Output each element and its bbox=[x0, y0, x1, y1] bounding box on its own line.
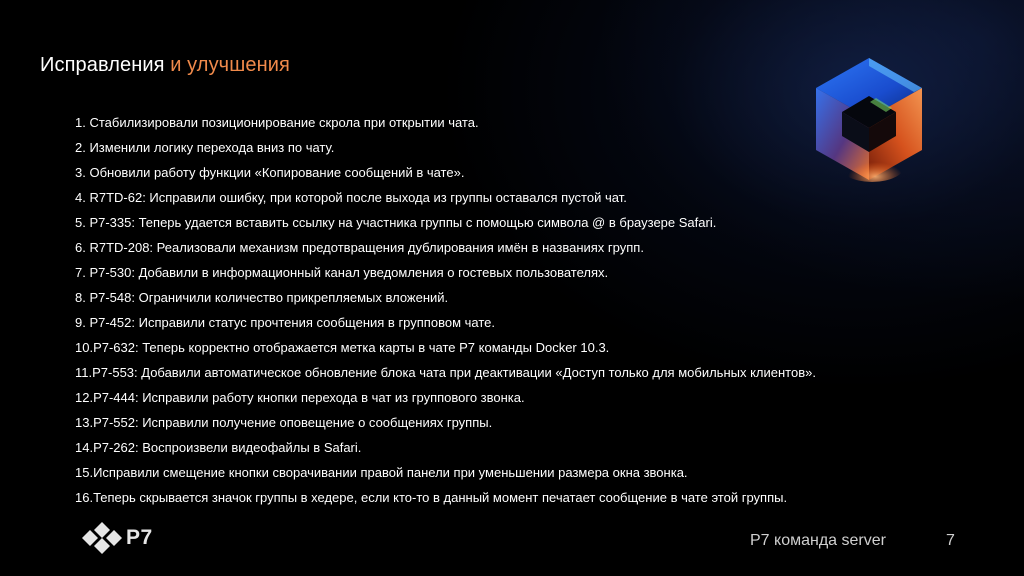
fixes-list bbox=[75, 114, 816, 514]
page-number: 7 bbox=[946, 532, 955, 549]
list-item: 5. P7-335: Теперь удается вставить ссылку на участника группы с помощью символа @ в браузере Safari. bbox=[75, 215, 717, 230]
title-main: Исправления bbox=[40, 54, 171, 76]
list-item: 1. Стабилизировали позиционирование скрола при открытии чата. bbox=[75, 115, 479, 130]
list-item: 9. P7-452: Исправили статус прочтения сообщения в групповом чате. bbox=[75, 315, 495, 330]
cube-logo-icon bbox=[806, 52, 932, 186]
list-item: 15.Исправили смещение кнопки сворачивании правой панели при уменьшении размера окна звонка. bbox=[75, 465, 688, 480]
list-item: 3. Обновили работу функции «Копирование сообщений в чате». bbox=[75, 165, 465, 180]
logo-text: P7 bbox=[126, 526, 153, 549]
list-item: 6. R7TD-208: Реализовали механизм предотвращения дублирования имён в названиях групп. bbox=[75, 240, 644, 255]
list-item: 16.Теперь скрывается значок группы в хедере, если кто-то в данный момент печатает сообщение в чате этой группы. bbox=[75, 490, 788, 505]
list-item: 12.P7-444: Исправили работу кнопки перехода в чат из группового звонка. bbox=[75, 390, 525, 405]
list-item: 13.P7-552: Исправили получение оповещение о сообщениях группы. bbox=[75, 415, 493, 430]
list-item: 11.P7-553: Добавили автоматическое обновление блока чата при деактивации «Доступ только для мобильных клиентов». bbox=[75, 365, 816, 380]
list-item: 14.P7-262: Воспроизвели видеофайлы в Safari. bbox=[75, 440, 362, 455]
slide-title bbox=[40, 54, 290, 77]
list-item: 10.P7-632: Теперь корректно отображается метка карты в чате P7 команды Docker 10.3. bbox=[75, 340, 610, 355]
list-item: 4. R7TD-62: Исправили ошибку, при которой после выхода из группы оставался пустой чат. bbox=[75, 190, 627, 205]
title-accent: и улучшения bbox=[170, 54, 290, 76]
list-item: 7. P7-530: Добавили в информационный канал уведомления о гостевых пользователях. bbox=[75, 265, 609, 280]
footer-team-label: P7 команда server bbox=[750, 532, 886, 549]
list-item: 2. Изменили логику перехода вниз по чату. bbox=[75, 140, 335, 155]
list-item: 8. P7-548: Ограничили количество прикрепляемых вложений. bbox=[75, 290, 449, 305]
